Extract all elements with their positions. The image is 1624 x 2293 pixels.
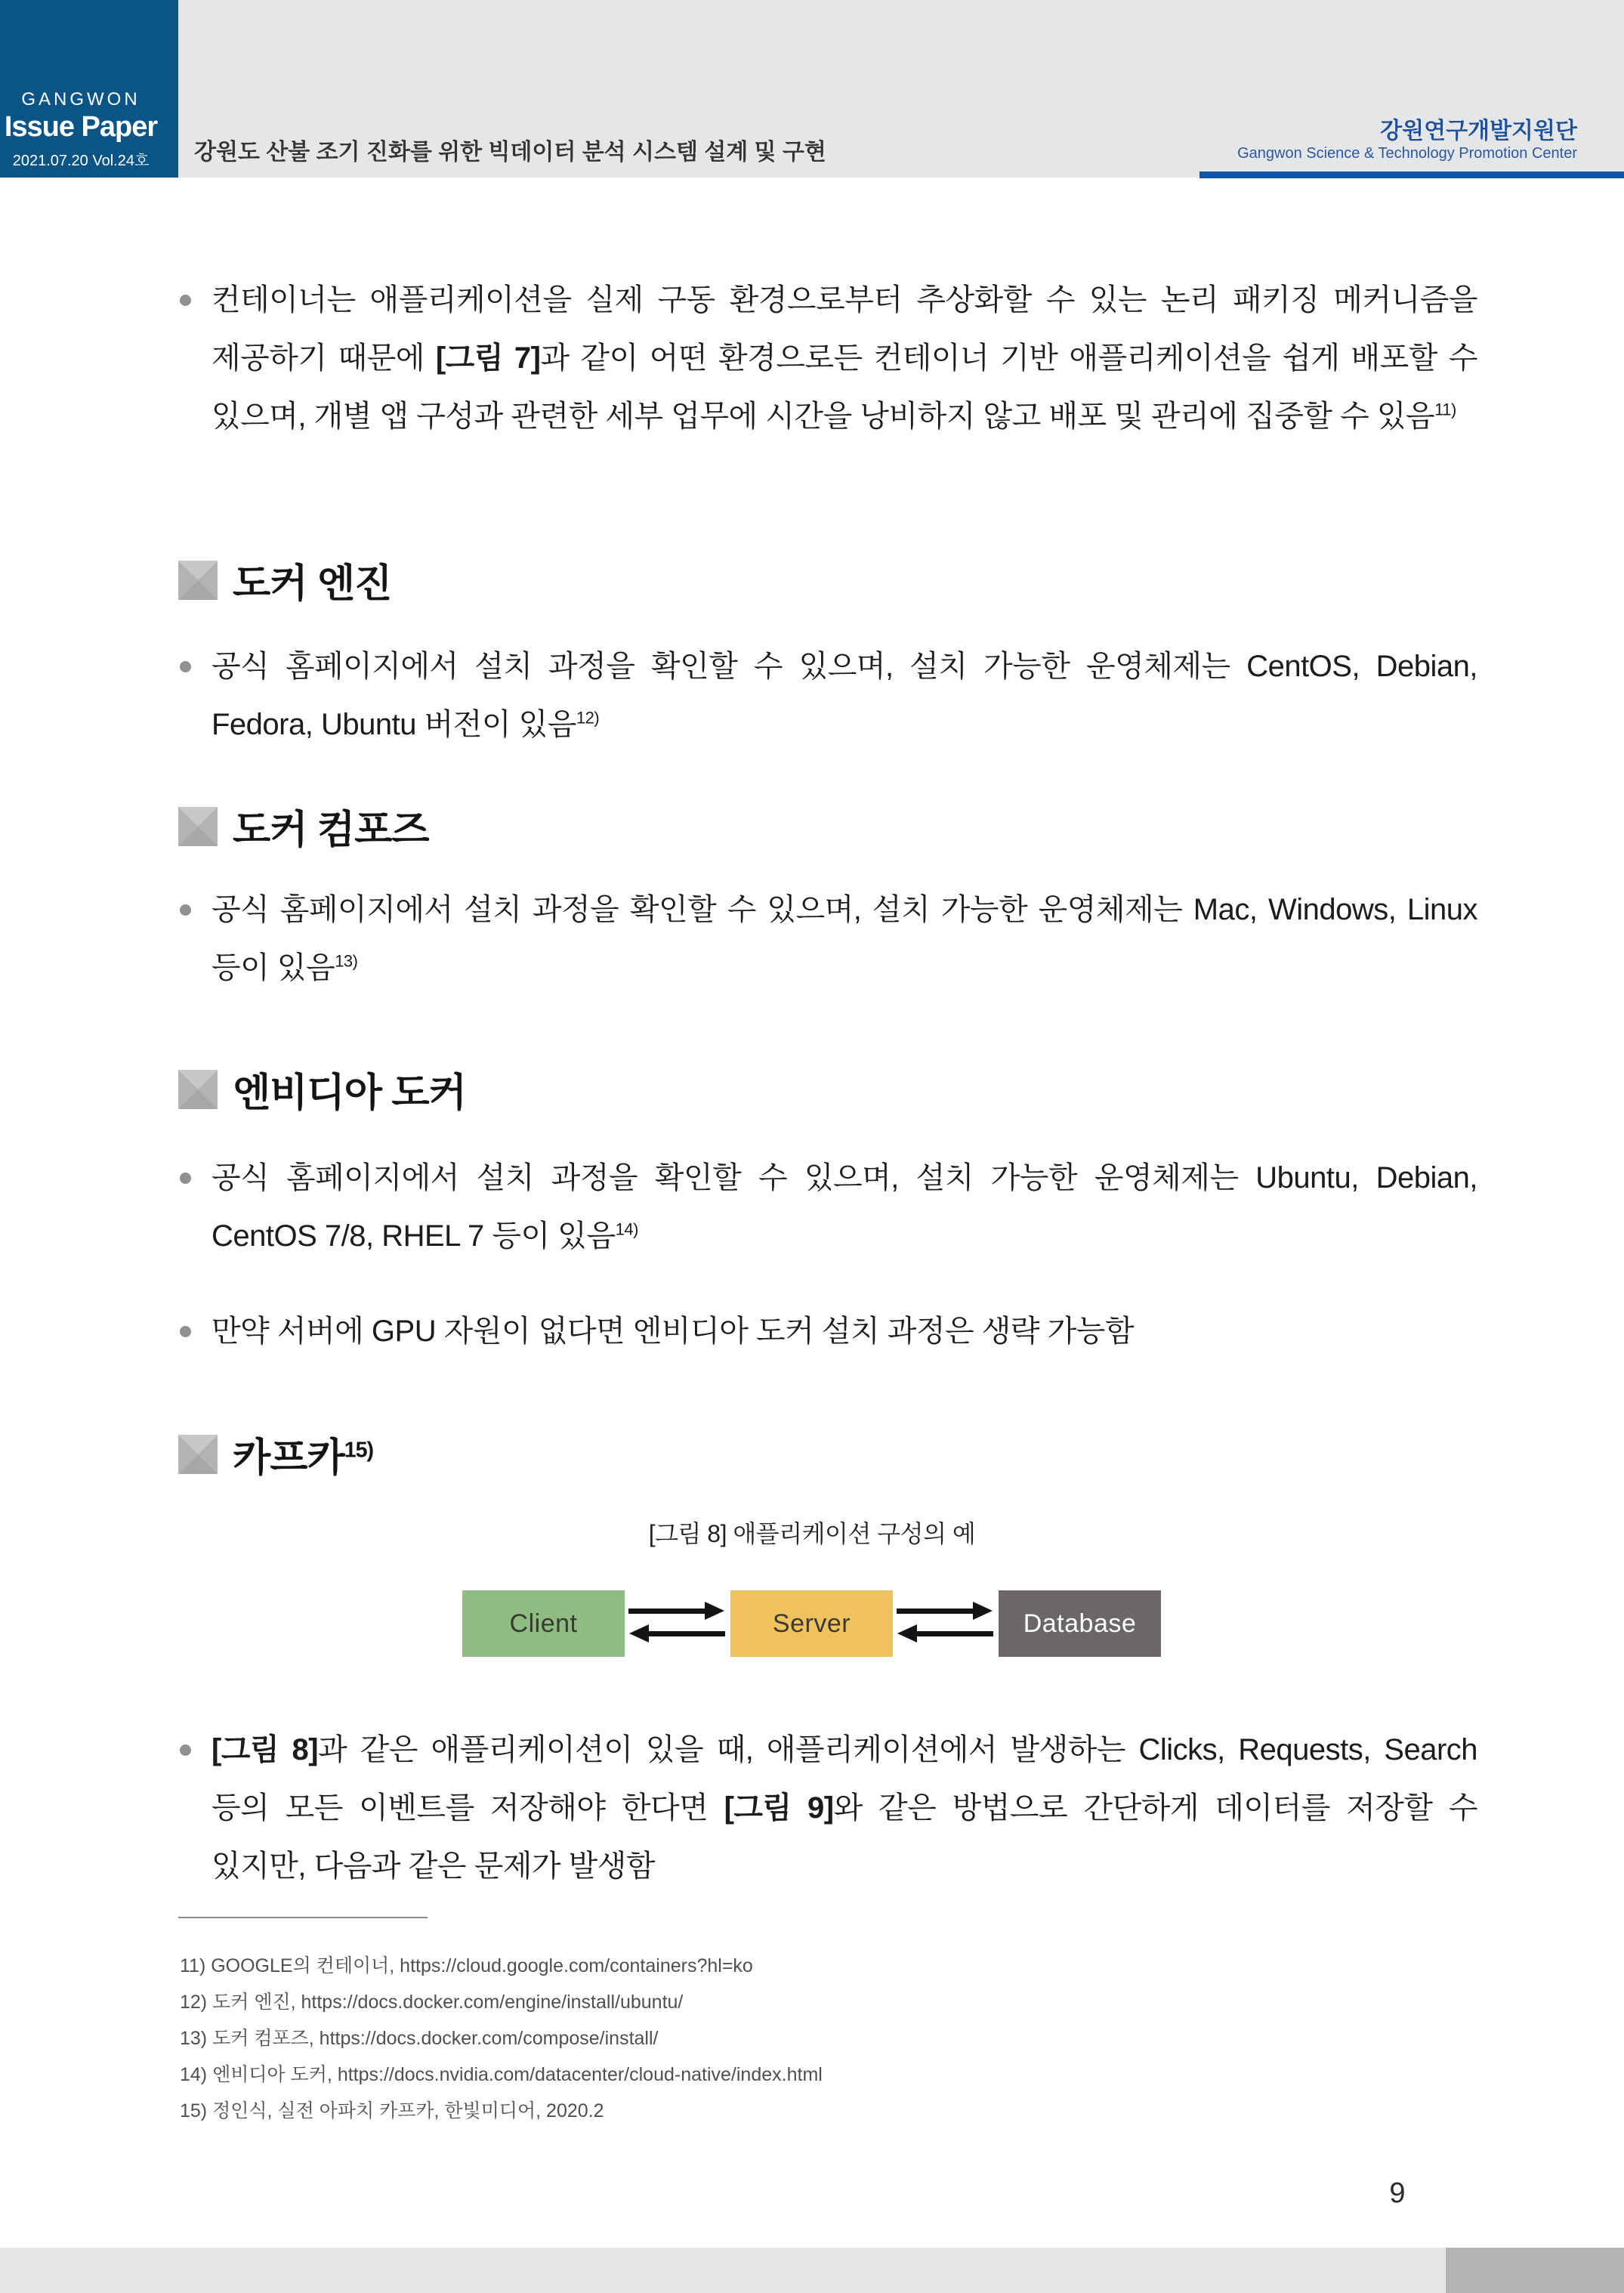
- section-title: 도커 엔진: [233, 562, 392, 606]
- bullet-text: 공식 홈페이지에서 설치 과정을 확인할 수 있으며, 설치 가능한 운영체제는 Ubuntu, Debian, CentOS 7/8, RHEL 7 등이 있음$^{14)}$: [211, 1161, 1477, 1253]
- section-heading-kafka: [178, 1426, 373, 1482]
- section-title: 카프카$^{15)}$: [233, 1436, 374, 1480]
- footnote-item: 13) 도커 컴포즈, https://docs.docker.com/compose/install/: [180, 2028, 659, 2049]
- logo-title-text: Issue Paper: [4, 111, 158, 144]
- logo-brand-text: GANGWON: [21, 89, 140, 110]
- section-heading-docker-engine: [178, 552, 391, 608]
- header-accent-bar: [1199, 172, 1624, 178]
- footnote-item: 11) GOOGLE의 컨테이너, https://cloud.google.com/containers?hl=ko: [180, 1955, 753, 1976]
- section-title: 도커 컴포즈: [233, 808, 429, 852]
- bullet-text: [그림 8]과 같은 애플리케이션이 있을 때, 애플리케이션에서 발생하는 Clicks, Requests, Search 등의 모든 이벤트를 저장해야 한다면 [그림 9]와 같은 방법으로 간단하게 데이터를 저장할 수 있지만, 다음과 같은 문제가 발생함: [211, 1733, 1478, 1883]
- issue-paper-logo: [0, 0, 178, 178]
- footnote-divider: [178, 1917, 428, 1918]
- org-name-korean: 강원연구개발지원단: [1380, 119, 1577, 144]
- section-heading-docker-compose: [178, 798, 429, 854]
- bullet-item-nvidia-docker-gpu: [178, 1303, 1477, 1361]
- bullet-text: 만약 서버에 GPU 자원이 없다면 엔비디아 도커 설치 과정은 생략 가능함: [211, 1315, 1135, 1348]
- footer-band: [0, 2248, 1624, 2293]
- document-title: 강원도 산불 조기 진화를 위한 빅데이터 분석 시스템 설계 및 구현: [194, 140, 826, 165]
- figure-node-server: [730, 1590, 893, 1657]
- section-square-icon: [178, 1070, 218, 1109]
- bullet-item-figure8-events: [178, 1721, 1477, 1896]
- section-heading-nvidia-docker: [178, 1061, 466, 1117]
- bullet-text: 공식 홈페이지에서 설치 과정을 확인할 수 있으며, 설치 가능한 운영체제는 CentOS, Debian, Fedora, Ubuntu 버전이 있음$^{12)}$: [211, 650, 1477, 741]
- bullet-icon: [180, 904, 191, 916]
- figure-node-label: Server: [772, 1608, 851, 1638]
- section-square-icon: [178, 561, 218, 600]
- figure-node-client: [462, 1590, 625, 1657]
- figure-node-label: Database: [1023, 1608, 1137, 1638]
- bullet-item-docker-engine: [178, 638, 1477, 754]
- header-band: [0, 0, 1624, 178]
- figure-node-database: [999, 1590, 1161, 1657]
- figure-caption: [그림 8] 애플리케이션 구성의 예: [648, 1520, 976, 1547]
- bullet-icon: [180, 295, 191, 306]
- bullet-text: 공식 홈페이지에서 설치 과정을 확인할 수 있으며, 설치 가능한 운영체제는 Mac, Windows, Linux 등이 있음$^{13)}$: [211, 893, 1477, 984]
- arrow-right-icon: [897, 1608, 974, 1614]
- arrow-left-icon: [648, 1631, 725, 1636]
- page-number: 9: [1389, 2177, 1406, 2209]
- bullet-text: 컨테이너는 애플리케이션을 실제 구동 환경으로부터 추상화할 수 있는 논리 패키징 메커니즘을 제공하기 때문에 [그림 7]과 같이 어떤 환경으로든 컨테이너 기반 애플리케이션을 쉽게 배포할 수 있으며, 개별 앱 구성과 관련한 세부 업무에 시간을 낭비하지 않고 배포 및 관리에 집중할 수 있음$^{11)}$: [211, 283, 1477, 433]
- bullet-item-containers: [178, 271, 1477, 446]
- bullet-icon: [180, 1326, 191, 1337]
- section-square-icon: [178, 807, 218, 846]
- section-title-superscript: 15): [344, 1438, 374, 1463]
- bullet-icon: [180, 1173, 191, 1184]
- bullet-item-nvidia-docker-os: [178, 1149, 1477, 1265]
- bullet-item-docker-compose: [178, 881, 1477, 997]
- footnote-item: 12) 도커 엔진, https://docs.docker.com/engine/install/ubuntu/: [180, 1992, 684, 2013]
- logo-issue-text: 2021.07.20 Vol.24호: [12, 153, 150, 169]
- section-title: 엔비디아 도커: [233, 1071, 466, 1115]
- arrow-left-icon: [916, 1631, 993, 1636]
- footnote-item: 14) 엔비디아 도커, https://docs.nvidia.com/datacenter/cloud-native/index.html: [180, 2064, 823, 2085]
- bullet-icon: [180, 1744, 191, 1756]
- figure-node-label: Client: [509, 1608, 578, 1638]
- org-name-english: Gangwon Science & Technology Promotion Center: [1237, 145, 1577, 162]
- section-square-icon: [178, 1435, 218, 1474]
- bullet-icon: [180, 661, 191, 672]
- footnote-list: [180, 1948, 823, 2129]
- footer-accent-block: [1446, 2248, 1624, 2293]
- arrow-right-icon: [628, 1608, 705, 1614]
- footnote-item: 15) 정인식, 실전 아파치 카프카, 한빛미디어, 2020.2: [180, 2100, 604, 2121]
